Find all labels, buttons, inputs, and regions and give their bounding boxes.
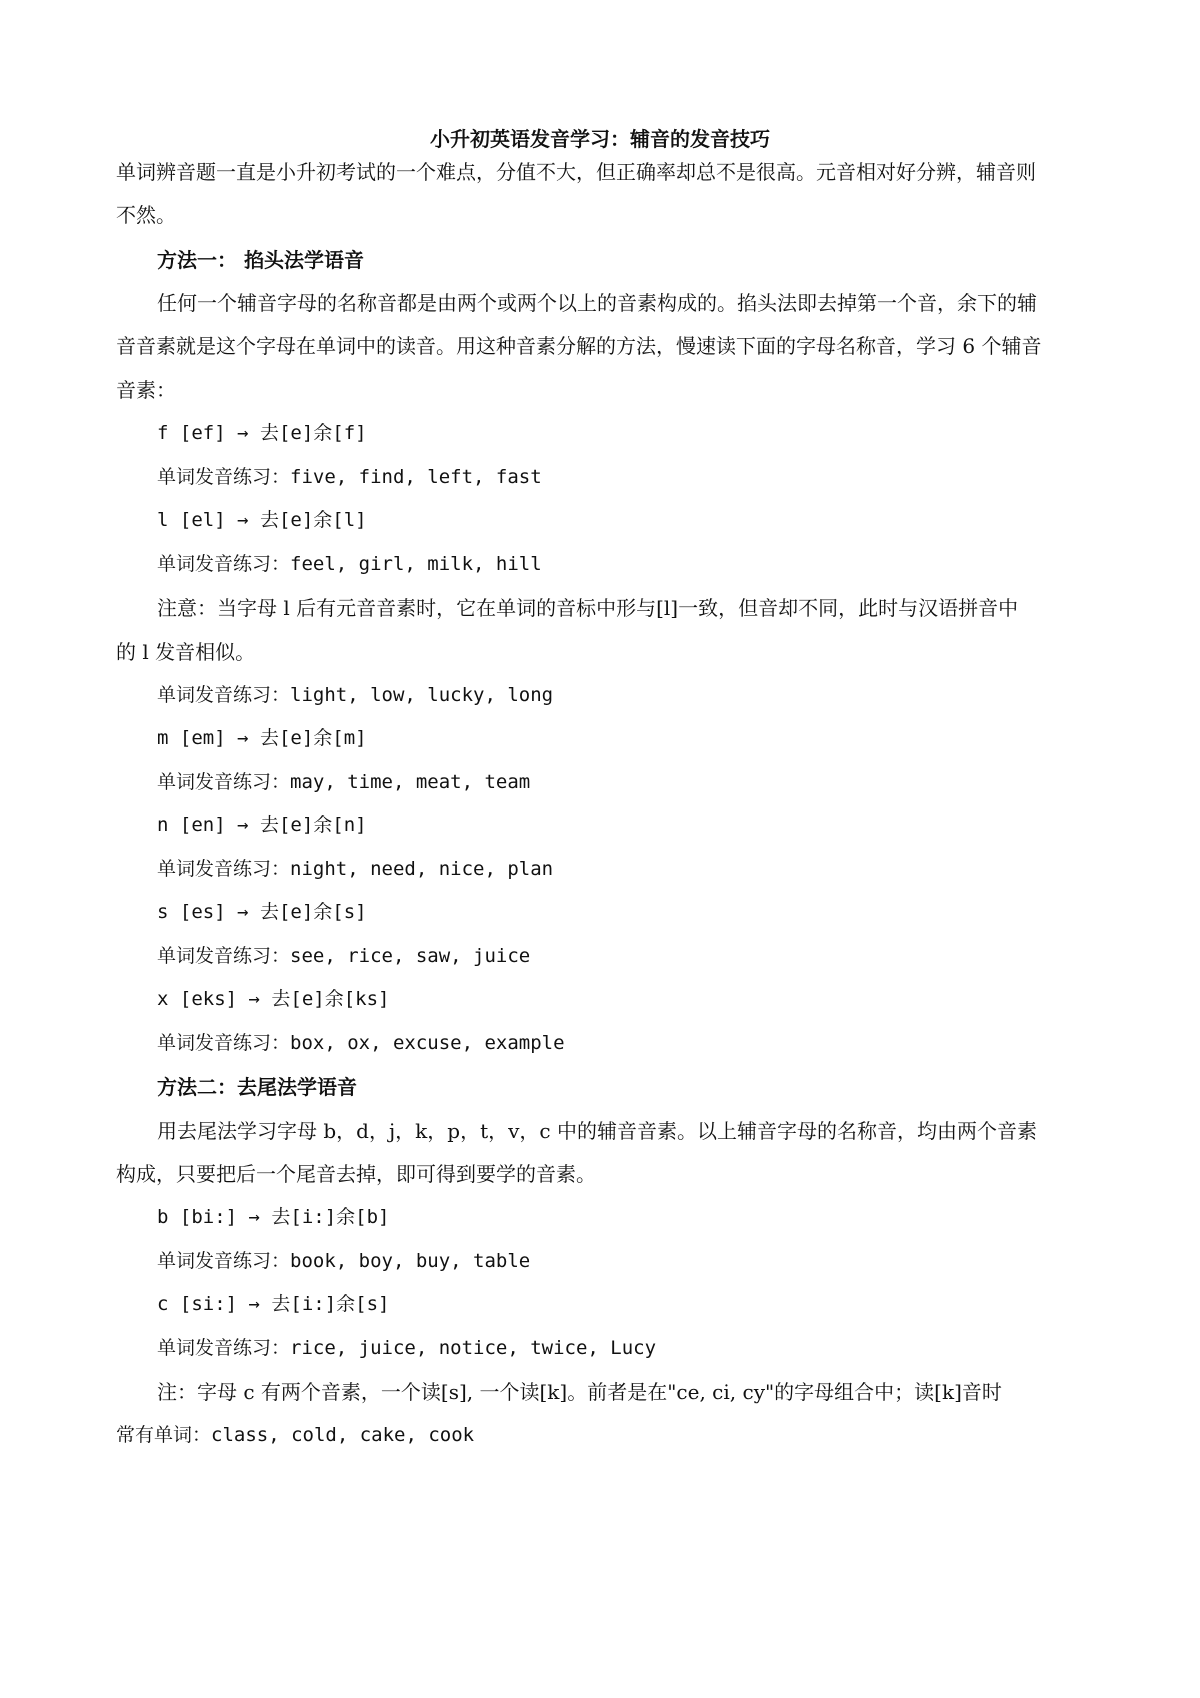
intro-line-1: 单词辨音题一直是小升初考试的一个难点，分值不大，但正确率却总不是很高。元音相对好分辨，辅音则 <box>116 160 1036 184</box>
method1-heading: 方法一： 掐头法学语音 <box>157 248 364 272</box>
practice-s: 单词发音练习：see, rice, saw, juice <box>157 945 531 967</box>
method2-desc-line-2: 构成，只要把后一个尾音去掉，即可得到要学的音素。 <box>116 1162 596 1186</box>
practice-m: 单词发音练习：may, time, meat, team <box>157 771 531 793</box>
rule-f: f [ef] → 去[e]余[f] <box>157 422 367 444</box>
rule-n: n [en] → 去[e]余[n] <box>157 814 367 836</box>
rule-x: x [eks] → 去[e]余[ks] <box>157 988 390 1010</box>
document-title: 小升初英语发音学习：辅音的发音技巧 <box>430 127 770 151</box>
method1-desc-line-2: 音音素就是这个字母在单词中的读音。用这种音素分解的方法，慢速读下面的字母名称音，学习 6 个辅音 <box>116 334 1042 358</box>
method2-desc-line-1: 用去尾法学习字母 b，d，j，k，p，t，v，c 中的辅音音素。以上辅音字母的名称音，均由两个音素 <box>157 1119 1037 1143</box>
note-l-line-2: 的 l 发音相似。 <box>116 640 256 664</box>
rule-l: l [el] → 去[e]余[l] <box>157 509 367 531</box>
note-c-line-2: 常有单词：class, cold, cake, cook <box>116 1424 475 1446</box>
practice-l-note: 单词发音练习：light, low, lucky, long <box>157 684 554 706</box>
practice-l: 单词发音练习：feel, girl, milk, hill <box>157 553 542 575</box>
note-l-line-1: 注意：当字母 l 后有元音音素时，它在单词的音标中形与[l]一致，但音却不同，此时与汉语拼音中 <box>157 596 1019 620</box>
practice-x: 单词发音练习：box, ox, excuse, example <box>157 1032 565 1054</box>
rule-s: s [es] → 去[e]余[s] <box>157 901 367 923</box>
practice-f: 单词发音练习：five, find, left, fast <box>157 466 542 488</box>
method1-desc-line-3: 音素： <box>116 378 176 402</box>
practice-c: 单词发音练习：rice, juice, notice, twice, Lucy <box>157 1337 657 1359</box>
method2-heading: 方法二：去尾法学语音 <box>157 1075 357 1099</box>
note-c-line-1: 注：字母 c 有两个音素，一个读[s], 一个读[k]。前者是在"ce, ci, cy"的字母组合中；读[k]音时 <box>157 1380 1002 1404</box>
intro-line-2: 不然。 <box>116 203 176 227</box>
method1-desc-line-1: 任何一个辅音字母的名称音都是由两个或两个以上的音素构成的。掐头法即去掉第一个音，余下的辅 <box>157 291 1037 315</box>
practice-b: 单词发音练习：book, boy, buy, table <box>157 1250 531 1272</box>
rule-c: c [si:] → 去[i:]余[s] <box>157 1293 390 1315</box>
practice-n: 单词发音练习：night, need, nice, plan <box>157 858 554 880</box>
rule-m: m [em] → 去[e]余[m] <box>157 727 367 749</box>
rule-b: b [bi:] → 去[i:]余[b] <box>157 1206 390 1228</box>
